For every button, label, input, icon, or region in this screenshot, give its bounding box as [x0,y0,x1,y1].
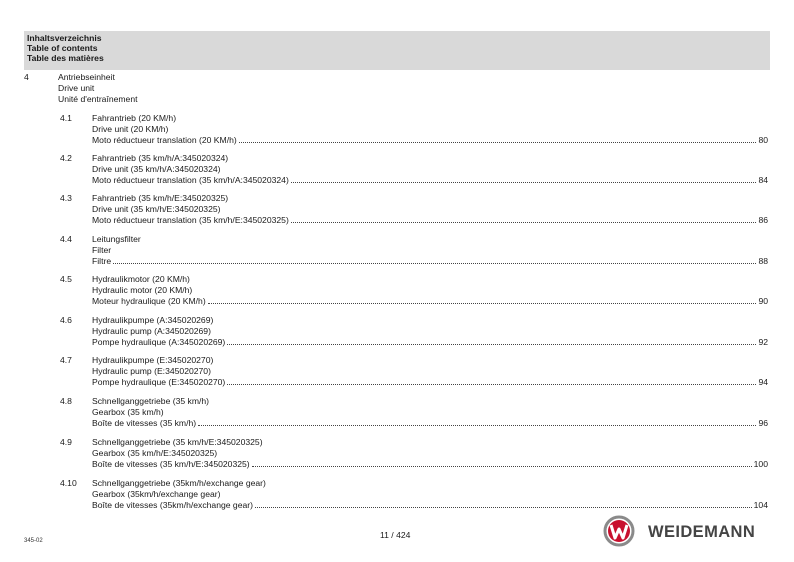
entry-title-fr: Boîte de vitesses (35 km/h/E:345020325) [92,459,250,469]
entry-title-de: Schnellganggetriebe (35 km/h) [92,396,210,406]
entry-title-fr: Pompe hydraulique (E:345020270) [92,377,226,387]
entry-page: 88 [758,256,768,266]
entry-title-de: Hydraulikpumpe (A:345020269) [92,315,214,325]
entry-title-fr: Moto réductueur translation (20 KM/h) [92,135,237,145]
toc-entry[interactable] [60,315,768,349]
entry-number: 4.6 [60,315,72,325]
entry-title-de: Hydraulikpumpe (E:345020270) [92,355,214,365]
dot-leader [227,377,756,385]
toc-entry[interactable] [60,478,768,512]
logo-mark-icon [602,515,636,547]
page-count: 11 / 424 [380,530,411,540]
entry-title-de: Fahrantrieb (35 km/h/A:345020324) [92,153,229,163]
dot-leader [291,215,757,223]
toc-entry[interactable] [60,113,768,147]
toc-entry[interactable] [60,274,768,308]
entry-number: 4.9 [60,437,72,447]
entry-title-fr: Boîte de vitesses (35km/h/exchange gear) [92,500,253,510]
entry-page: 90 [758,296,768,306]
toc-entry[interactable] [60,437,768,471]
dot-leader [198,418,756,426]
entry-number: 4.8 [60,396,72,406]
toc-title-en: Table of contents [27,43,98,53]
entry-page: 100 [753,459,768,469]
entry-page: 80 [758,135,768,145]
entry-title-en: Hydraulic pump (A:345020269) [92,326,211,336]
entry-number: 4.1 [60,113,72,123]
dot-leader [239,135,757,143]
entry-title-fr: Filtre [92,256,112,266]
entry-title-de: Fahrantrieb (20 KM/h) [92,113,177,123]
toc-title-de: Inhaltsverzeichnis [27,33,102,43]
toc-entry[interactable] [60,234,768,268]
weidemann-logo [602,515,772,547]
entry-page: 104 [753,500,768,510]
toc-entry[interactable] [60,396,768,430]
entry-title-en: Gearbox (35 km/h) [92,407,164,417]
entry-title-de: Leitungsfilter [92,234,141,244]
entry-title-en: Gearbox (35km/h/exchange gear) [92,489,221,499]
entry-title-de: Fahrantrieb (35 km/h/E:345020325) [92,193,229,203]
entry-title-en: Filter [92,245,112,255]
brand-name: WEIDEMANN [648,523,756,541]
dot-leader [227,337,756,345]
entry-number: 4.5 [60,274,72,284]
entry-page: 92 [758,337,768,347]
entry-page: 96 [758,418,768,428]
entry-number: 4.7 [60,355,72,365]
toc-entry[interactable] [60,193,768,227]
entry-title-fr: Moto réductueur translation (35 km/h/E:345020325) [92,215,289,225]
entry-title-en: Drive unit (20 KM/h) [92,124,169,134]
document-number: 345-02 [24,538,43,544]
entry-title-en: Drive unit (35 km/h/A:345020324) [92,164,221,174]
entry-number: 4.2 [60,153,72,163]
chapter-title-de: Antriebseinheit [58,72,115,82]
dot-leader [291,175,757,183]
entry-title-en: Hydraulic pump (E:345020270) [92,366,211,376]
entry-title-fr: Pompe hydraulique (A:345020269) [92,337,226,347]
dot-leader [252,459,752,467]
chapter-title-fr: Unité d'entraînement [58,94,138,104]
entry-number: 4.3 [60,193,72,203]
entry-title-fr: Moteur hydraulique (20 KM/h) [92,296,206,306]
entry-page: 86 [758,215,768,225]
toc-title-fr: Table des matières [27,53,104,63]
entry-title-de: Schnellganggetriebe (35 km/h/E:345020325) [92,437,263,447]
entry-page: 84 [758,175,768,185]
chapter-title-en: Drive unit [58,83,95,93]
chapter-number: 4 [24,72,29,82]
entry-title-fr: Boîte de vitesses (35 km/h) [92,418,197,428]
toc-header [24,31,770,70]
toc-entry[interactable] [60,355,768,389]
entry-title-de: Schnellganggetriebe (35km/h/exchange gear) [92,478,266,488]
entry-page: 94 [758,377,768,387]
entry-title-en: Gearbox (35 km/h/E:345020325) [92,448,218,458]
entry-title-en: Drive unit (35 km/h/E:345020325) [92,204,221,214]
entry-number: 4.4 [60,234,72,244]
toc-entry[interactable] [60,153,768,187]
dot-leader [255,500,752,508]
dot-leader [113,256,756,264]
entry-title-en: Hydraulic motor (20 KM/h) [92,285,193,295]
entry-title-de: Hydraulikmotor (20 KM/h) [92,274,190,284]
entry-number: 4.10 [60,478,77,488]
entry-title-fr: Moto réductueur translation (35 km/h/A:345020324) [92,175,289,185]
dot-leader [208,296,757,304]
